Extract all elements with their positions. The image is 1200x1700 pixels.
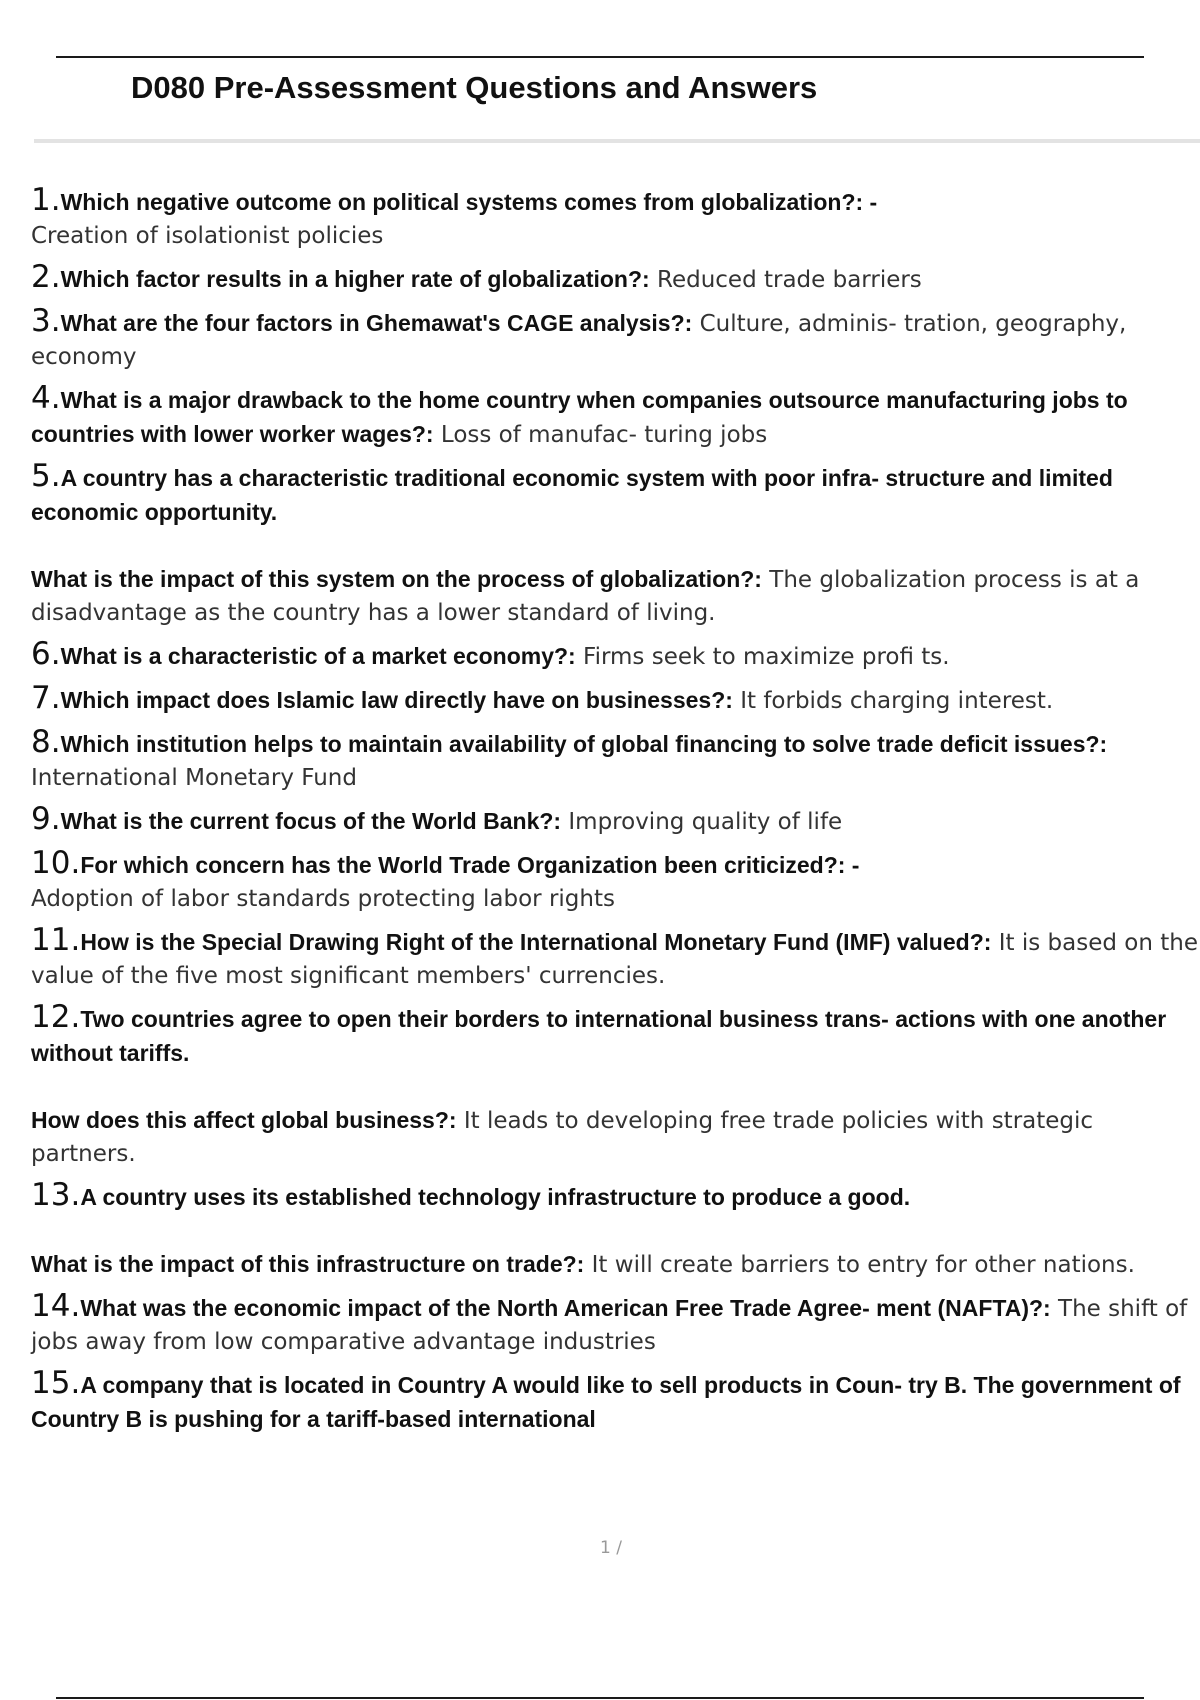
answer-text: Adoption of labor standards protecting labor rights bbox=[31, 886, 615, 912]
question-number: 4. bbox=[31, 380, 61, 416]
question-text: What was the economic impact of the North American Free Trade Agree- ment (NAFTA)?: bbox=[80, 1295, 1051, 1321]
qa-item-10 bbox=[31, 847, 1200, 916]
qa-item-13 bbox=[31, 1179, 1200, 1282]
qa-item-8 bbox=[31, 726, 1200, 795]
question-number: 5. bbox=[31, 458, 61, 494]
answer-text: It will create barriers to entry for other nations. bbox=[591, 1252, 1135, 1278]
document-title: D080 Pre-Assessment Questions and Answers bbox=[131, 70, 818, 105]
question-subtext: What is the impact of this system on the process of globalization?: bbox=[31, 566, 762, 592]
question-text: Which impact does Islamic law directly have on businesses?: bbox=[60, 687, 733, 713]
qa-item-11 bbox=[31, 924, 1200, 993]
question-text: Which factor results in a higher rate of globalization?: bbox=[60, 266, 650, 292]
question-text: A country has a characteristic traditional economic system with poor infra- structure and limited economic opportunity. bbox=[31, 465, 1113, 525]
title-divider bbox=[34, 139, 1200, 143]
question-text: What is a major drawback to the home country when companies outsource manufacturing jobs to countries with lower worker wages?: bbox=[31, 387, 1128, 447]
answer-text: Firms seek to maximize profi ts. bbox=[583, 644, 950, 670]
qa-item-5 bbox=[31, 460, 1200, 630]
qa-item-14 bbox=[31, 1290, 1200, 1359]
bottom-rule bbox=[56, 1697, 1144, 1699]
question-text: What is a characteristic of a market economy?: bbox=[60, 643, 576, 669]
qa-item-12 bbox=[31, 1001, 1200, 1171]
question-text: How is the Special Drawing Right of the International Monetary Fund (IMF) valued?: bbox=[80, 929, 992, 955]
answer-text: It leads to developing free trade policies with strategic partners. bbox=[31, 1108, 1094, 1167]
question-number: 12. bbox=[31, 999, 81, 1035]
answer-text: It forbids charging interest. bbox=[740, 688, 1054, 714]
question-text: What are the four factors in Ghemawat's CAGE analysis?: bbox=[60, 310, 693, 336]
answer-text: Culture, adminis- tration, geography, economy bbox=[31, 311, 1127, 370]
question-text: For which concern has the World Trade Organization been criticized?: - bbox=[80, 852, 860, 878]
qa-item-9 bbox=[31, 803, 1200, 839]
answer-text: Reduced trade barriers bbox=[657, 267, 922, 293]
question-text: A company that is located in Country A would like to sell products in Coun- try B. The government of Country B is pushing for a tariff-based international bbox=[31, 1372, 1181, 1432]
question-number: 3. bbox=[31, 303, 61, 339]
qa-item-1 bbox=[31, 184, 1200, 253]
question-subtext: How does this affect global business?: bbox=[31, 1107, 457, 1133]
qa-item-3 bbox=[31, 305, 1200, 374]
question-number: 13. bbox=[31, 1177, 81, 1213]
qa-list bbox=[31, 184, 1200, 1445]
question-number: 10. bbox=[31, 845, 81, 881]
question-text: Which institution helps to maintain availability of global financing to solve trade deficit issues?: bbox=[60, 731, 1108, 757]
question-number: 1. bbox=[31, 182, 61, 218]
question-number: 7. bbox=[31, 680, 61, 716]
question-number: 9. bbox=[31, 801, 61, 837]
qa-item-6 bbox=[31, 638, 1200, 674]
question-number: 15. bbox=[31, 1365, 81, 1401]
question-text: Two countries agree to open their borders to international business trans- actions with one another without tariffs. bbox=[31, 1006, 1167, 1066]
answer-text: Creation of isolationist policies bbox=[31, 223, 384, 249]
qa-item-15 bbox=[31, 1367, 1200, 1437]
question-number: 6. bbox=[31, 636, 61, 672]
answer-text: International Monetary Fund bbox=[31, 765, 357, 791]
question-number: 11. bbox=[31, 922, 81, 958]
answer-text: It is based on the value of the five most significant members' currencies. bbox=[31, 930, 1198, 989]
top-rule bbox=[56, 56, 1144, 58]
qa-item-4 bbox=[31, 382, 1200, 452]
answer-text: Improving quality of life bbox=[568, 809, 843, 835]
question-text: A country uses its established technology infrastructure to produce a good. bbox=[80, 1184, 911, 1210]
answer-text: Loss of manufac- turing jobs bbox=[440, 422, 768, 448]
question-number: 14. bbox=[31, 1288, 81, 1324]
qa-item-7 bbox=[31, 682, 1200, 718]
question-text: Which negative outcome on political systems comes from globalization?: - bbox=[60, 189, 878, 215]
question-number: 2. bbox=[31, 259, 61, 295]
qa-item-2 bbox=[31, 261, 1200, 297]
question-subtext: What is the impact of this infrastructure on trade?: bbox=[31, 1251, 585, 1277]
question-number: 8. bbox=[31, 724, 61, 760]
page-number: 1 / bbox=[600, 1538, 622, 1558]
answer-text: The shift of jobs away from low comparative advantage industries bbox=[31, 1296, 1188, 1355]
answer-text: The globalization process is at a disadvantage as the country has a lower standard of living. bbox=[31, 567, 1140, 626]
question-text: What is the current focus of the World Bank?: bbox=[60, 808, 562, 834]
